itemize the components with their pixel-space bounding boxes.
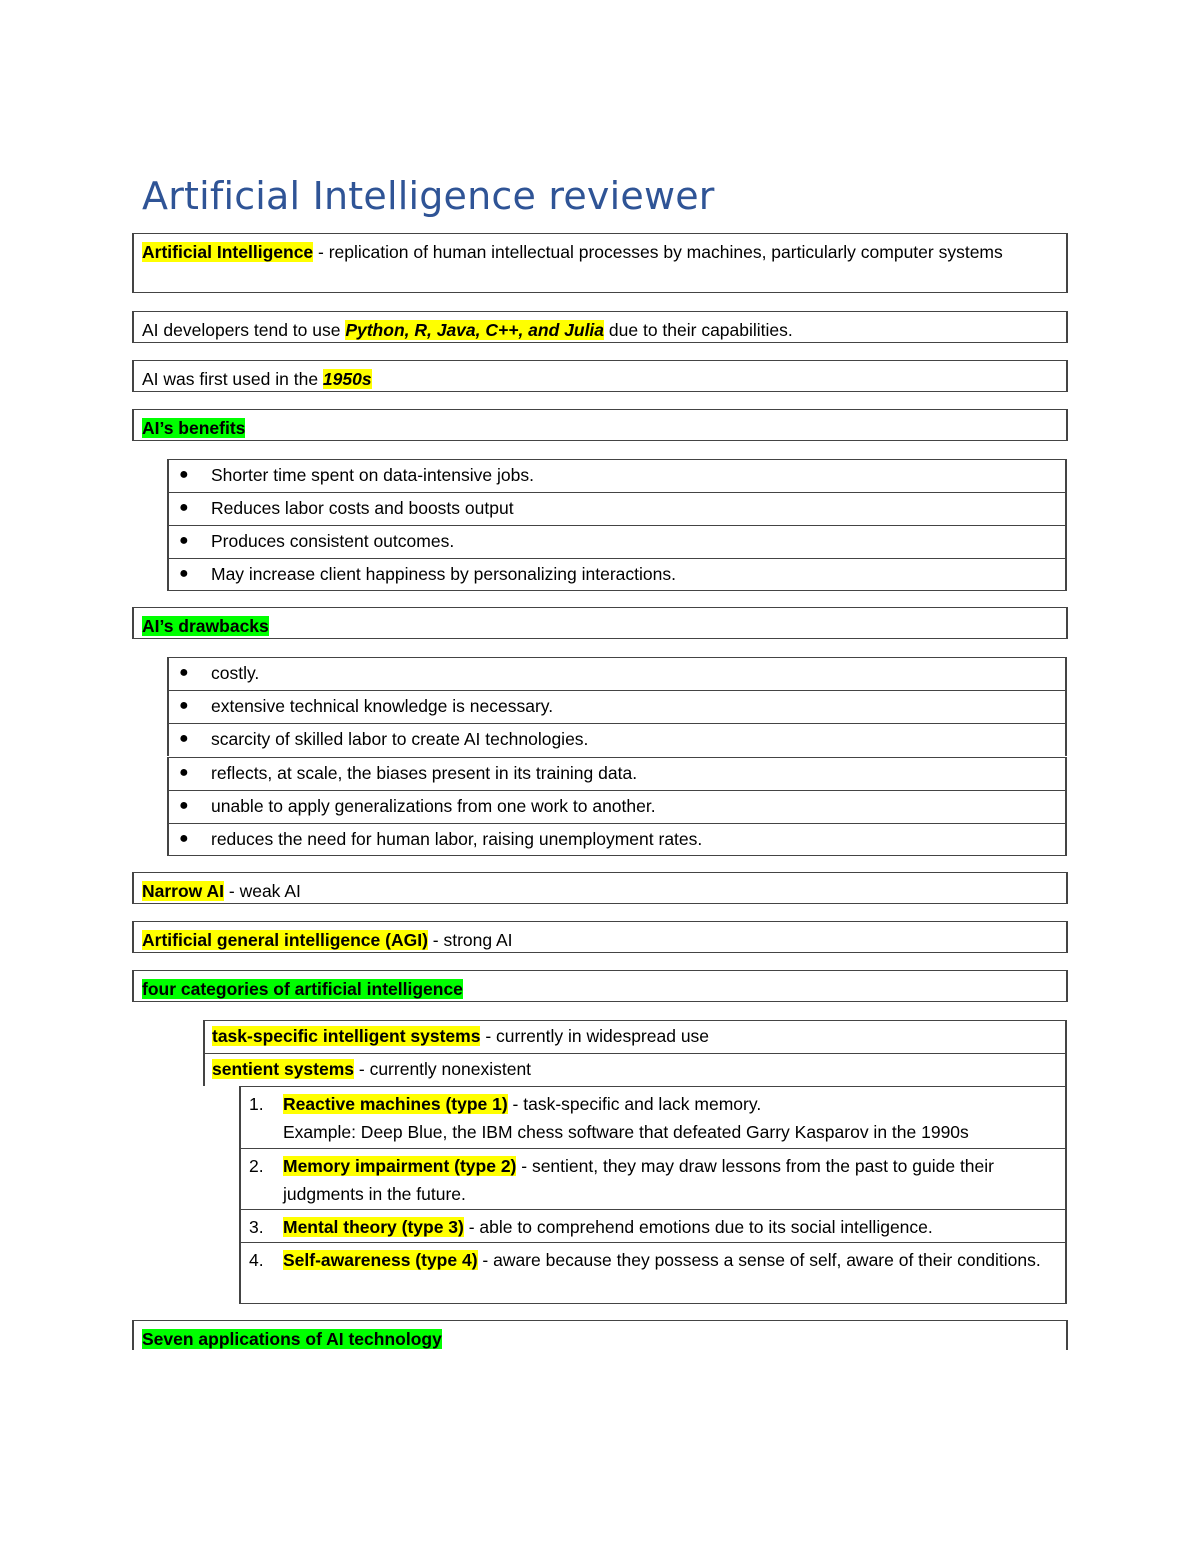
first-used-highlight: 1950s <box>322 369 372 389</box>
list-item <box>167 657 1067 690</box>
bullet-icon: ● <box>179 532 189 549</box>
benefit-text: Produces consistent outcomes. <box>211 531 455 551</box>
list-item <box>167 790 1067 823</box>
list-item <box>167 525 1067 558</box>
languages-box <box>132 311 1068 343</box>
type-term: Reactive machines (type 1) <box>283 1094 508 1114</box>
list-item <box>167 690 1067 723</box>
type-row <box>239 1148 1067 1209</box>
agi-box <box>132 921 1068 953</box>
type-number: 4. <box>249 1250 264 1270</box>
category-system-row <box>203 1020 1067 1053</box>
first-used-box <box>132 360 1068 392</box>
benefit-text: Reduces labor costs and boosts output <box>211 498 514 518</box>
type-term: Self-awareness (type 4) <box>283 1250 478 1270</box>
narrow-ai-term: Narrow AI <box>142 881 225 901</box>
bullet-icon: ● <box>179 697 189 714</box>
system-text: - currently in widespread use <box>480 1026 710 1046</box>
agi-text: - strong AI <box>427 930 513 950</box>
type-text: - sentient, they may draw lessons from the past to guide their judgments in the future. <box>283 1156 994 1204</box>
bullet-icon: ● <box>179 730 189 747</box>
definition-term: Artificial Intelligence <box>142 242 314 262</box>
bullet-icon: ● <box>179 565 189 582</box>
bullet-icon: ● <box>179 830 189 847</box>
first-used-before: AI was first used in the <box>142 369 323 389</box>
agi-term: Artificial general intelligence (AGI) <box>142 930 428 950</box>
categories-heading: four categories of artificial intelligence <box>142 979 463 999</box>
benefit-text: Shorter time spent on data-intensive jobs. <box>211 465 534 485</box>
categories-heading-box <box>132 970 1068 1002</box>
drawback-text: costly. <box>211 663 260 683</box>
list-item <box>167 492 1067 525</box>
narrow-ai-text: - weak AI <box>224 881 301 901</box>
type-text: - task-specific and lack memory. <box>507 1094 762 1114</box>
type-term: Memory impairment (type 2) <box>283 1156 517 1176</box>
benefit-text: May increase client happiness by personalizing interactions. <box>211 564 676 584</box>
bullet-icon: ● <box>179 466 189 483</box>
list-item <box>167 459 1067 492</box>
list-item <box>167 823 1067 856</box>
system-term: task-specific intelligent systems <box>212 1026 481 1046</box>
type-row <box>239 1209 1067 1242</box>
drawback-text: reduces the need for human labor, raising unemployment rates. <box>211 829 703 849</box>
bullet-icon: ● <box>179 797 189 814</box>
languages-after: due to their capabilities. <box>604 320 793 340</box>
type-number: 2. <box>249 1156 264 1176</box>
bullet-icon: ● <box>179 499 189 516</box>
list-item <box>167 757 1067 790</box>
benefits-heading-box <box>132 409 1068 441</box>
languages-before: AI developers tend to use <box>142 320 346 340</box>
system-term: sentient systems <box>212 1059 355 1079</box>
drawback-text: reflects, at scale, the biases present in its training data. <box>211 763 638 783</box>
drawback-text: unable to apply generalizations from one work to another. <box>211 796 656 816</box>
definition-box <box>132 233 1068 293</box>
bullet-icon: ● <box>179 764 189 781</box>
page-title: Artificial Intelligence reviewer <box>142 174 715 218</box>
drawbacks-heading: AI’s drawbacks <box>142 616 269 636</box>
drawback-text: extensive technical knowledge is necessary. <box>211 696 554 716</box>
definition-text: - replication of human intellectual processes by machines, particularly computer systems <box>313 242 1003 262</box>
type-number: 3. <box>249 1217 264 1237</box>
drawback-text: scarcity of skilled labor to create AI technologies. <box>211 729 589 749</box>
type-number: 1. <box>249 1094 264 1114</box>
system-text: - currently nonexistent <box>354 1059 532 1079</box>
list-item <box>167 558 1067 591</box>
list-item <box>167 723 1067 756</box>
drawbacks-heading-box <box>132 607 1068 639</box>
narrow-ai-box <box>132 872 1068 904</box>
benefits-heading: AI’s benefits <box>142 418 246 438</box>
languages-highlight: Python, R, Java, C++, and Julia <box>345 320 605 340</box>
applications-heading-box <box>132 1320 1068 1350</box>
type-row <box>239 1242 1067 1304</box>
type-example: Example: Deep Blue, the IBM chess software that defeated Garry Kasparov in the 1990s <box>283 1122 969 1142</box>
type-text: - able to comprehend emotions due to its social intelligence. <box>463 1217 933 1237</box>
bullet-icon: ● <box>179 664 189 681</box>
type-term: Mental theory (type 3) <box>283 1217 464 1237</box>
applications-heading: Seven applications of AI technology <box>142 1329 442 1349</box>
type-text: - aware because they possess a sense of self, aware of their conditions. <box>477 1250 1041 1270</box>
type-row <box>239 1086 1067 1148</box>
category-system-row <box>203 1053 1067 1086</box>
